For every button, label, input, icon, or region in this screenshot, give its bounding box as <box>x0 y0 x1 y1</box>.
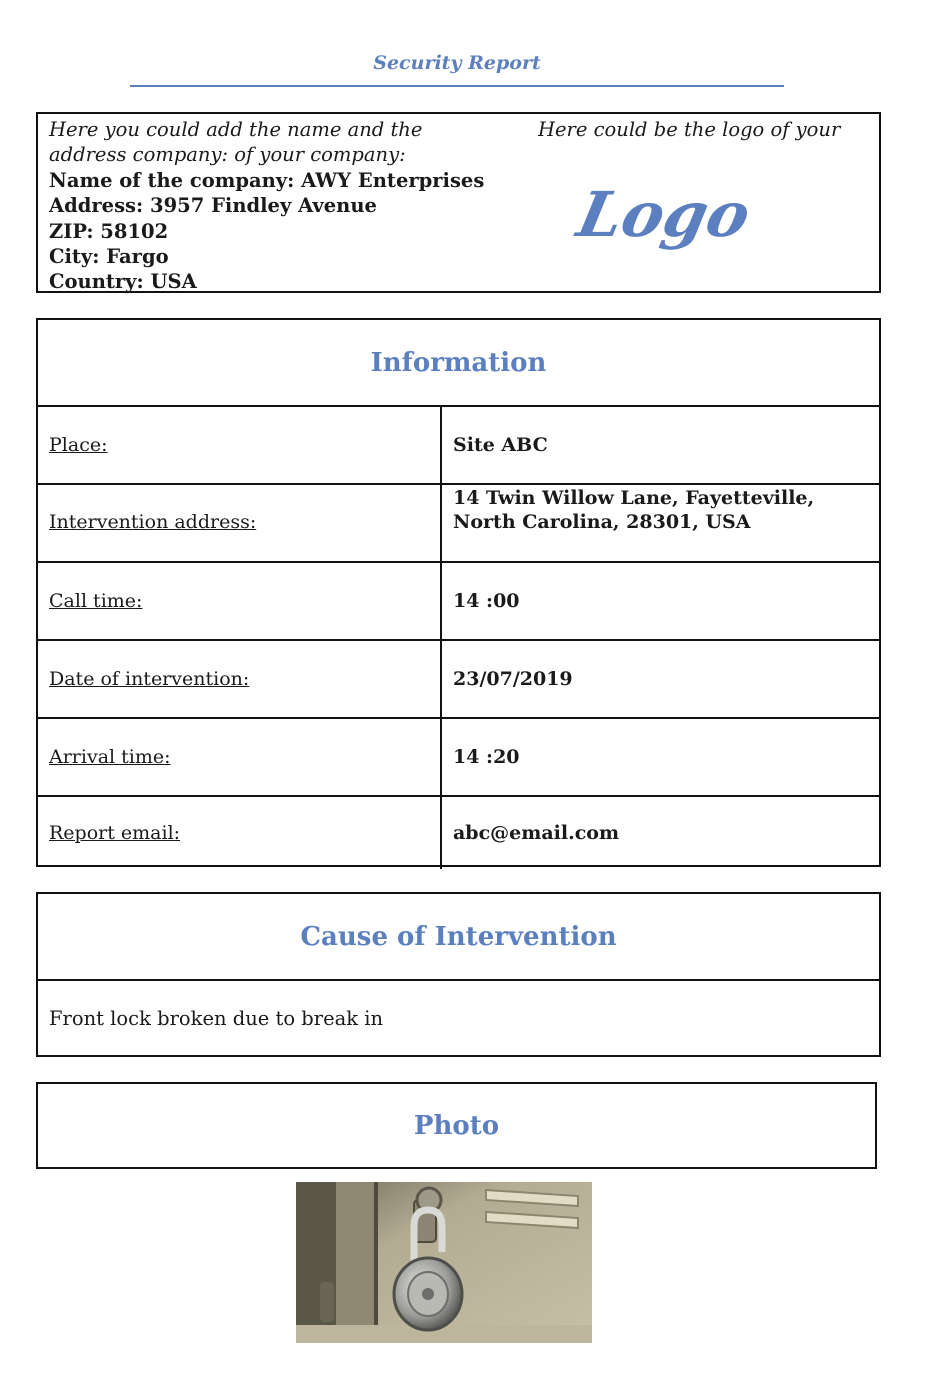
table-row <box>38 407 879 485</box>
call-time-value: 14 :00 <box>453 590 520 612</box>
company-name: Name of the company: AWY Enterprises <box>49 168 485 192</box>
company-details <box>49 117 489 295</box>
row-label <box>38 563 442 639</box>
cause-table <box>36 892 881 1057</box>
arrival-time-label: Arrival time: <box>49 746 171 768</box>
row-label <box>38 485 442 561</box>
report-email-value: abc@email.com <box>453 822 620 844</box>
arrival-time-value: 14 :20 <box>453 746 520 768</box>
photo-heading: Photo <box>36 1082 877 1169</box>
date-label: Date of intervention: <box>49 668 250 690</box>
company-city: City: Fargo <box>49 245 169 269</box>
company-address: Address: 3957 Findley Avenue <box>49 194 377 218</box>
company-header-box <box>36 112 881 293</box>
table-row <box>38 719 879 797</box>
table-row <box>38 485 879 563</box>
table-row <box>38 563 879 641</box>
padlock-photo <box>296 1182 592 1343</box>
report-title: Security Report <box>130 52 784 87</box>
intervention-address-label: Intervention address: <box>49 511 257 533</box>
information-heading: Information <box>38 320 879 407</box>
company-country: Country: USA <box>49 270 197 294</box>
place-label: Place: <box>49 434 108 456</box>
row-label <box>38 407 442 483</box>
place-value: Site ABC <box>453 434 548 456</box>
row-label <box>38 797 442 869</box>
logo-caption: Here could be the logo of your <box>538 118 841 141</box>
company-zip: ZIP: 58102 <box>49 219 169 243</box>
row-label <box>38 719 442 795</box>
logo-text: Logo <box>572 177 757 251</box>
intervention-address-value: 14 Twin Willow Lane, Fayetteville, North Carolina, 28301, USA <box>453 487 815 533</box>
table-row <box>38 797 879 869</box>
call-time-label: Call time: <box>49 590 143 612</box>
information-table <box>36 318 881 867</box>
table-row <box>38 641 879 719</box>
cause-heading: Cause of Intervention <box>38 894 879 981</box>
cause-text: Front lock broken due to break in <box>49 1007 384 1030</box>
company-intro: Here you could add the name and the address company: of your company: <box>49 118 423 167</box>
report-email-label: Report email: <box>49 822 181 844</box>
date-value: 23/07/2019 <box>453 668 573 690</box>
row-label <box>38 641 442 717</box>
logo-image <box>572 164 772 274</box>
